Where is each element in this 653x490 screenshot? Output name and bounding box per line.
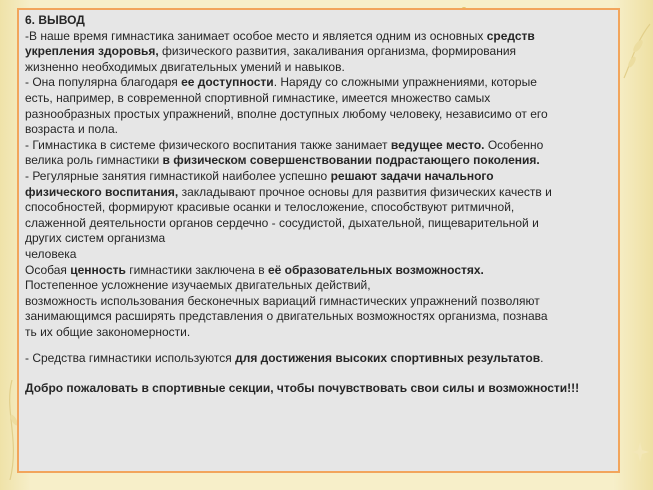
closing-line: Добро пожаловать в спортивные секции, чтобы почувствовать свои силы и возможности!!! [25,381,580,396]
slide-title: 6. ВЫВОД [25,13,85,27]
paragraph-5-line-3: возможность использования бесконечных вариаций гимнастических упражнений позволяют [25,293,540,308]
paragraph-3-line-1: - Гимнастика в системе физического воспитания также занимает ведущее место. Особенно [25,137,544,152]
paragraph-2-line-4: возраста и пола. [25,122,118,137]
paragraph-6-line-1: - Средства гимнастики используются для достижения высоких спортивных результатов. [25,351,544,366]
paragraph-4-line-2: физического воспитания, закладывают прочное основы для развития физических качеств и [25,184,552,199]
paragraph-5-line-1: Особая ценность гимнастики заключена в её образовательных возможностях. [25,262,484,277]
paragraph-2-line-2: есть, например, в современной спортивной гимнастике, имеется множество самых [25,90,491,105]
paragraph-5-line-2: Постепенное усложнение изучаемых двигательных действий, [25,278,371,293]
paragraph-4-line-5: других систем организма [25,231,166,246]
spacer [25,367,614,381]
spacer [25,340,614,351]
paragraph-2-line-1: - Она популярна благодаря ее доступности. Наряду со сложными упражнениями, которые [25,75,537,90]
paragraph-1-line-2: укрепления здоровья, физического развития, закаливания организма, формирования [25,44,517,59]
paragraph-2-line-3: разнообразных простых упражнений, вполне доступных любому человеку, независимо от его [25,106,548,121]
paragraph-5-line-5: ть их общие закономерности. [25,324,191,339]
slide-body [25,13,614,397]
leaf-ornament-icon [620,20,653,80]
paragraph-1-line-3: жизненно необходимых двигательных умений и навыков. [25,59,345,74]
paragraph-5-line-4: занимающимся расширять представления о двигательных возможностях организма, познава [25,309,548,324]
paragraph-4-line-1: - Регулярные занятия гимнастикой наиболее успешно решают задачи начального [25,168,494,183]
slide-text-panel [17,8,620,473]
paragraph-1-line-1: -В наше время гимнастика занимает особое место и является одним из основных средств [25,28,535,43]
paragraph-4-line-3: способностей, формируют красивые осанки и телосложение, способствуют ритмичной, [25,200,515,215]
paragraph-3-line-2: велика роль гимнастики в физическом совершенствовании подрастающего поколения. [25,153,540,168]
sparkle-ornament-icon [630,440,650,464]
paragraph-4-line-4: слаженной деятельности органов сердечно - сосудистой, дыхательной, пищеварительной и [25,215,539,230]
paragraph-4-line-6: человека [25,246,77,261]
